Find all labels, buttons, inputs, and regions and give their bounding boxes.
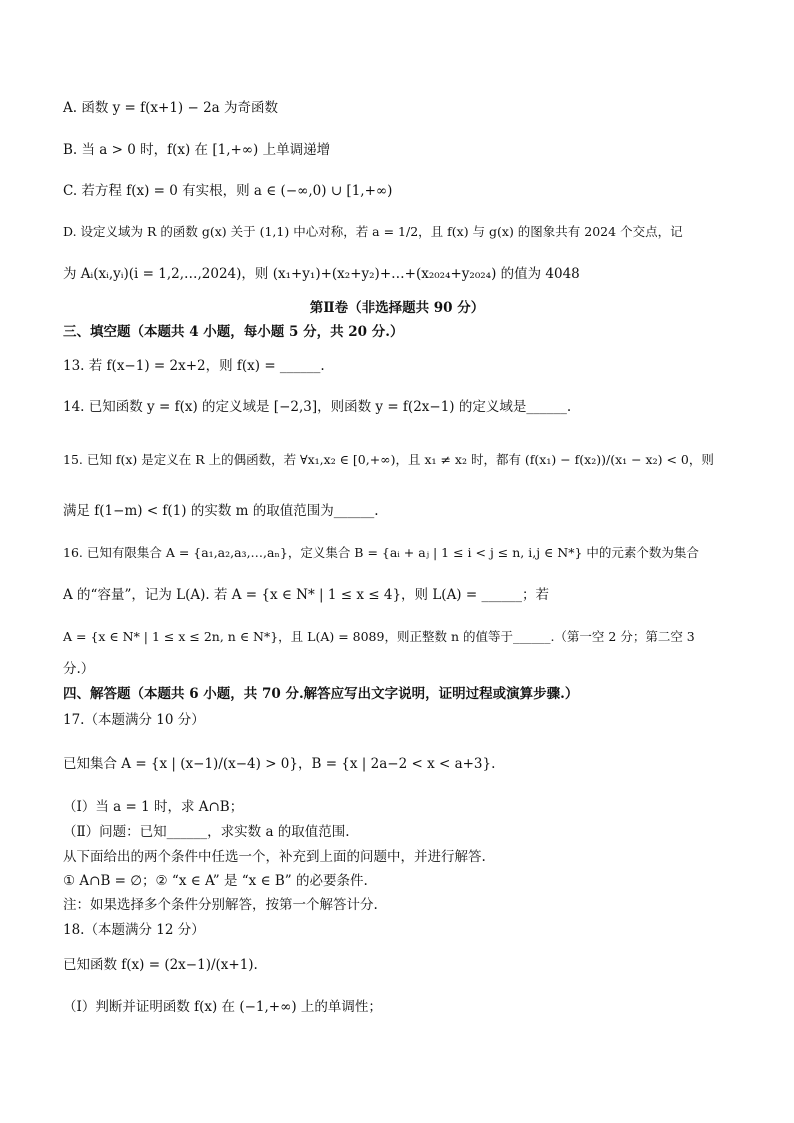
- question-18-score: 18.（本题满分 12 分）: [63, 922, 205, 938]
- question-16-line2: A 的“容量”，记为 L(A). 若 A = {x ∈ N* | 1 ≤ x ≤ 4}，则 L(A) = ______；若: [63, 587, 549, 603]
- question-18-part1: （Ⅰ）判断并证明函数 f(x) 在 (−1,+∞) 上的单调性；: [63, 999, 382, 1015]
- question-17-part2: （Ⅱ）问题：已知______，求实数 a 的取值范围.: [63, 824, 350, 840]
- question-15-line1: 15. 已知 f(x) 是定义在 R 上的偶函数，若 ∀x₁,x₂ ∈ [0,+∞)，且 x₁ ≠ x₂ 时，都有 (f(x₁) − f(x₂))/(x₁ − x₂) < 0，则: [63, 452, 714, 467]
- option-c: C. 若方程 f(x) = 0 有实根，则 a ∈ (−∞,0) ∪ [1,+∞): [63, 183, 393, 199]
- question-16-line4: 分.）: [63, 661, 95, 677]
- question-18-given: 已知函数 f(x) = (2x−1)/(x+1).: [63, 957, 258, 973]
- option-b: B. 当 a > 0 时，f(x) 在 [1,+∞) 上单调递增: [63, 142, 331, 158]
- question-17-conditions: ① A∩B = ∅；② “x ∈ A” 是 “x ∈ B” 的必要条件.: [63, 873, 368, 889]
- question-17-note: 注：如果选择多个条件分别解答，按第一个解答计分.: [63, 897, 378, 913]
- part2-title: 第Ⅱ卷（非选择题共 90 分）: [309, 300, 485, 316]
- question-17-instruction: 从下面给出的两个条件中任选一个，补充到上面的问题中，并进行解答.: [63, 849, 486, 865]
- question-14: 14. 已知函数 y = f(x) 的定义域是 [−2,3]，则函数 y = f(2x−1) 的定义域是______.: [63, 399, 572, 415]
- question-17-score: 17.（本题满分 10 分）: [63, 712, 205, 728]
- section4-heading: 四、解答题（本题共 6 小题，共 70 分.解答应写出文字说明，证明过程或演算步骤.）: [63, 686, 579, 702]
- question-16-line1: 16. 已知有限集合 A = {a₁,a₂,a₃,…,aₙ}，定义集合 B = {aᵢ + aⱼ | 1 ≤ i < j ≤ n, i,j ∈ N*} 中的元素个数为集合: [63, 545, 699, 560]
- question-13: 13. 若 f(x−1) = 2x+2，则 f(x) = ______.: [63, 358, 325, 374]
- option-d-line2: 为 Aᵢ(xᵢ,yᵢ)(i = 1,2,…,2024)，则 (x₁+y₁)+(x₂+y₂)+…+(x₂₀₂₄+y₂₀₂₄) 的值为 4048: [63, 266, 580, 282]
- option-a: A. 函数 y = f(x+1) − 2a 为奇函数: [63, 100, 279, 116]
- option-d-line1: D. 设定义域为 R 的函数 g(x) 关于 (1,1) 中心对称，若 a = 1/2，且 f(x) 与 g(x) 的图象共有 2024 个交点，记: [63, 224, 683, 239]
- question-16-line3: A = {x ∈ N* | 1 ≤ x ≤ 2n, n ∈ N*}，且 L(A) = 8089，则正整数 n 的值等于______.（第一空 2 分；第二空 3: [63, 629, 695, 644]
- section3-heading: 三、填空题（本题共 4 小题，每小题 5 分，共 20 分.）: [63, 324, 404, 340]
- question-17-part1: （Ⅰ）当 a = 1 时，求 A∩B；: [63, 799, 244, 815]
- question-15-line2: 满足 f(1−m) < f(1) 的实数 m 的取值范围为______.: [63, 503, 379, 519]
- question-17-given: 已知集合 A = {x | (x−1)/(x−4) > 0}，B = {x | 2a−2 < x < a+3}.: [63, 756, 496, 772]
